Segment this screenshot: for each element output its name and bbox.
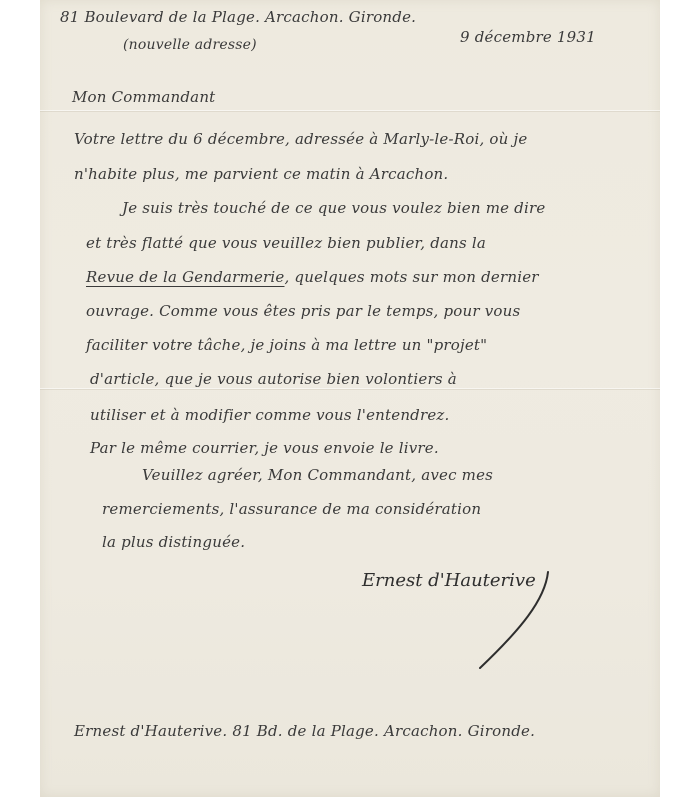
body-line: Je suis très touché de ce que vous voulez bien me dire xyxy=(122,199,546,217)
body-line: n'habite plus, me parvient ce matin à Arcachon. xyxy=(74,165,449,183)
header-date: 9 décembre 1931 xyxy=(460,28,596,46)
body-line-continuation: , quelques mots sur mon dernier xyxy=(284,268,539,286)
signature: Ernest d'Hauterive xyxy=(362,570,536,591)
header-address-note: (nouvelle adresse) xyxy=(123,37,257,53)
letter-page xyxy=(40,0,660,797)
salutation: Mon Commandant xyxy=(72,88,216,106)
closing-line: remerciements, l'assurance de ma considération xyxy=(102,500,482,518)
signature-flourish xyxy=(40,0,660,800)
body-line: utiliser et à modifier comme vous l'entendrez. xyxy=(90,406,450,424)
body-line: d'article, que je vous autorise bien volontiers à xyxy=(90,370,457,388)
closing-line: Veuillez agréer, Mon Commandant, avec mes xyxy=(142,466,494,484)
body-line: et très flatté que vous veuillez bien publier, dans la xyxy=(86,234,487,252)
publication-title: Revue de la Gendarmerie xyxy=(86,268,285,286)
body-line: ouvrage. Comme vous êtes pris par le temps, pour vous xyxy=(86,302,521,320)
footer-address: Ernest d'Hauterive. 81 Bd. de la Plage. Arcachon. Gironde. xyxy=(74,722,536,740)
body-line: Votre lettre du 6 décembre, adressée à Marly-le-Roi, où je xyxy=(74,130,528,148)
header-address: 81 Boulevard de la Plage. Arcachon. Gironde. xyxy=(60,8,417,26)
closing-line: la plus distinguée. xyxy=(102,533,246,551)
body-line: faciliter votre tâche, je joins à ma lettre un "projet" xyxy=(86,336,488,354)
body-line: Par le même courrier, je vous envoie le livre. xyxy=(90,439,439,457)
